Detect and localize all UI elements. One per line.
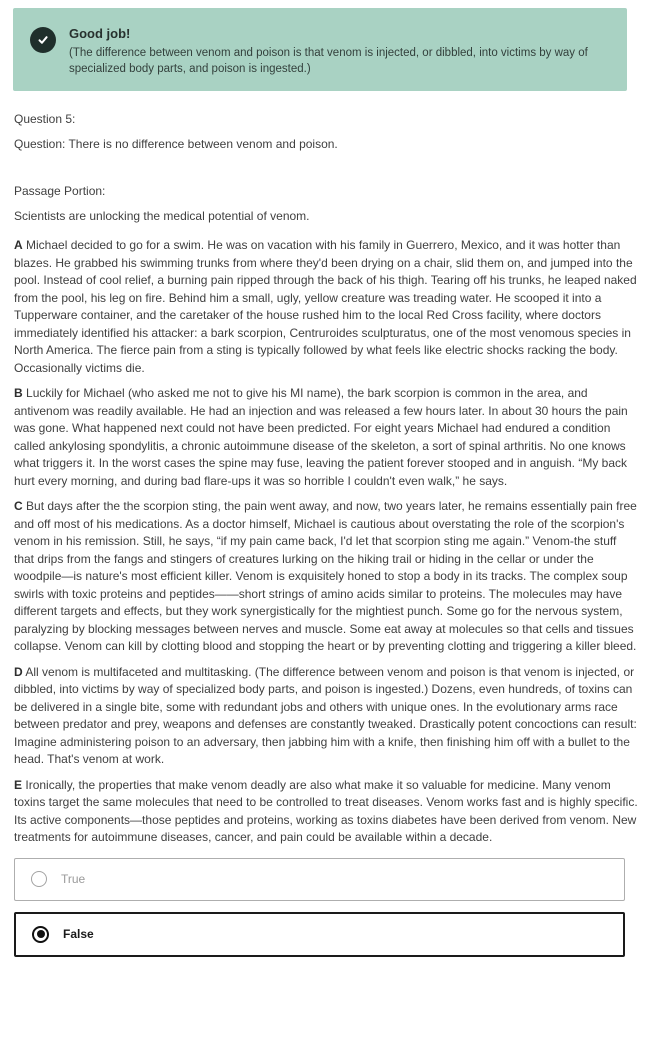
option-true[interactable] <box>14 858 625 901</box>
passage-paragraph-e <box>14 777 638 847</box>
paragraph-label: E <box>14 777 23 792</box>
passage-heading: Passage Portion: <box>14 184 106 198</box>
passage-intro: Scientists are unlocking the medical potential of venom. <box>14 208 310 223</box>
question-content <box>0 111 651 847</box>
passage-paragraph-a <box>14 237 638 377</box>
feedback-title: Good job! <box>69 26 131 41</box>
check-icon <box>30 27 56 53</box>
radio-selected-icon[interactable] <box>32 926 49 943</box>
paragraph-text: Ironically, the properties that make venom deadly are also what make it so valuable for medicine. Many venom toxins target the same molecules that need to be controlled to treat diseases. Venom works fast and is highly specific. Its active components—those peptides and proteins, working as toxins diabetes have been derived from venom. New treatments for autoimmune diseases, cancer, and pain could be available within a decade. <box>14 777 638 844</box>
paragraph-label: B <box>14 386 23 400</box>
passage-paragraph-c <box>14 498 638 656</box>
feedback-banner <box>13 8 627 91</box>
passage-paragraph-b <box>14 385 638 490</box>
paragraph-text: Luckily for Michael (who asked me not to give his MI name), the bark scorpion is common in the area, and antivenom was readily available. He had an injection and was released a few hours later. In about 30 hours the pain was gone. What happened next could not have been predicted. For eight years Michael had endured a condition called ankylosing spondylitis, a chronic autoimmune disease of the skeleton, a sort of spinal arthritis. No one knows what triggers it. In the worst cases the spine may fuse, leaving the patient forever stooped and in anguish. “My back hurt every morning, and during bad flare-ups it was so horrible I couldn't even walk,” he says. <box>14 386 628 488</box>
feedback-text-block <box>69 25 589 77</box>
feedback-message: (The difference between venom and poison is that venom is injected, or dibbled, into victims by way of specialized body parts, and poison is ingested.) <box>69 47 588 75</box>
option-false-label: False <box>63 927 94 941</box>
paragraph-label: C <box>14 499 23 513</box>
paragraph-label: A <box>14 238 23 252</box>
question-text: Question: There is no difference between venom and poison. <box>14 136 338 151</box>
answer-options <box>0 858 651 957</box>
passage-paragraph-d <box>14 664 638 769</box>
option-true-label: True <box>61 872 86 886</box>
option-false[interactable] <box>14 912 625 957</box>
radio-unselected-icon[interactable] <box>31 871 47 887</box>
paragraph-text: All venom is multifaceted and multitasking. (The difference between venom and poison is that venom is injected, or dibbled, into victims by way of specialized body parts, and poison is ingested.) Dozens, even hundreds, of toxins can be delivered in a single bite, some with redundant jobs and others with unique ones. In the evolutionary arms race between predator and prey, weapons and defenses are constantly tweaked. Drastically potent concoctions can result: Imagine administering poison to an adversary, then jabbing him with a knife, then finishing him off with a bullet to the head. That's venom at work. <box>14 664 637 766</box>
paragraph-label: D <box>14 664 23 679</box>
question-number: Question 5: <box>14 112 76 126</box>
paragraph-text: But days after the the scorpion sting, the pain went away, and now, two years later, he remains essentially pain free and off most of his medications. As a doctor himself, Michael is cautious about overstating the role of the scorpion's venom in his remission. Still, he says, “if my pain came back, I'd let that scorpion sting me again.” Venom-the stuff that drips from the fangs and stingers of creatures lurking on the hiking trail or hiding in the cellar or under the woodpile—is nature's most efficient killer. Venom is exquisitely honed to stop a body in its tracks. The complex soup swirls with toxic proteins and peptides——short strings of amino acids similar to proteins. The molecules may have different targets and effects, but they work synergistically for the mightiest punch. Some go for the nervous system, paralyzing by blocking messages between nerves and muscle. Some eat away at molecules so that cells and tissues collapse. Venom can kill by clotting blood and stopping the heart or by preventing clotting and triggering a killer bleed. <box>14 499 637 653</box>
paragraph-text: Michael decided to go for a swim. He was on vacation with his family in Guerrero, Mexico, and it was hotter than blazes. He grabbed his swimming trunks from where they'd been drying on a chair, slid them on, and jumped into the pool. Instead of cool relief, a burning pain ripped through the back of his thigh. Tearing off his trunks, he leaped naked from the pool, his leg on fire. Behind him a small, ugly, yellow creature was treading water. He scooped it into a Tupperware container, and the caretaker of the house rushed him to the local Red Cross facility, where doctors immediately identified his attacker: a bark scorpion, Centruroides sculpturatus, one of the most venomous species in North America. The fierce pain from a sting is typically followed by what feels like electric shocks racking the body. Occasionally victims die. <box>14 238 637 375</box>
